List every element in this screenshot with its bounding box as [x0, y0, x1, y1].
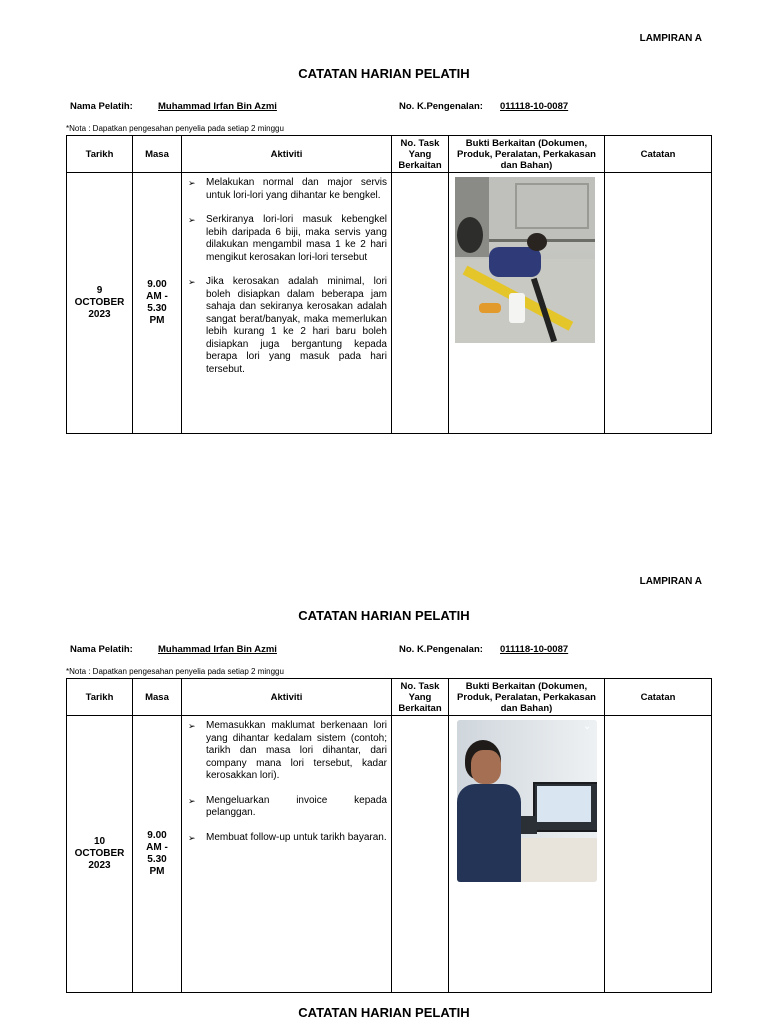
log-table	[66, 678, 712, 993]
header-remarks: Catatan	[605, 136, 712, 173]
row-date	[67, 716, 133, 993]
person-face-shape	[471, 750, 501, 784]
table-row	[67, 716, 712, 993]
list-item	[186, 177, 387, 202]
arrow-bullet-icon: ➢	[188, 795, 196, 806]
row-evidence	[449, 173, 605, 434]
activity-text: Serkiranya lori-lori masuk kebengkel lebih daripada 6 biji, maka servis yang dilakukan mengambil masa 1 ke 2 hari mengikut kerosakan lori-lori tersebut	[206, 214, 387, 263]
row-time-text: 9.00 AM - 5.30 PM	[146, 830, 168, 877]
mechanic-head-shape	[527, 233, 547, 251]
page-title: CATATAN HARIAN PELATIH	[298, 66, 470, 81]
list-item	[186, 276, 387, 376]
header-evidence: Bukti Berkaitan (Dokumen, Produk, Peralatan, Perkakasan dan Bahan)	[449, 136, 605, 173]
row-activities	[182, 173, 392, 434]
person-body-shape	[457, 784, 521, 882]
activity-text: Jika kerosakan adalah minimal, lori boleh disiapkan dalam beberapa jam sahaja dan sekiranya kerosakan adalah sangat berat/banyak, maka memerlukan lebih kurang 1 ke 2 hari baru boleh disiapkan juga bergantung kepada berapa lori yang masuk pada hari tersebut.	[206, 276, 387, 375]
header-evidence: Bukti Berkaitan (Dokumen, Produk, Peralatan, Perkakasan dan Bahan)	[449, 679, 605, 716]
mechanic-shoe-shape	[479, 303, 501, 313]
row-date-text: 10 OCTOBER 2023	[74, 836, 125, 871]
appendix-label: LAMPIRAN A	[639, 33, 702, 44]
trainee-name-label: Nama Pelatih:	[70, 101, 133, 112]
office-photo	[457, 720, 597, 882]
activity-text: Mengeluarkan invoice kepada pelanggan.	[206, 794, 387, 818]
monitor-screen-shape	[537, 786, 591, 822]
row-date-text: 9 OCTOBER 2023	[74, 285, 125, 320]
note-text: *Nota : Dapatkan pengesahan penyelia pada setiap 2 minggu	[66, 667, 284, 676]
row-task	[392, 173, 449, 434]
log-table	[66, 135, 712, 434]
row-time	[133, 716, 182, 993]
activity-text: Membuat follow-up untuk tarikh bayaran.	[206, 831, 387, 843]
truck-wheel-shape	[457, 217, 483, 253]
arrow-bullet-icon: ➢	[188, 721, 196, 731]
list-item	[186, 720, 387, 783]
arrow-bullet-icon: ➢	[188, 277, 196, 287]
arrow-bullet-icon: ➢	[188, 178, 196, 188]
list-item	[186, 214, 387, 264]
header-activity: Aktiviti	[182, 679, 392, 716]
header-row	[67, 679, 712, 716]
header-task: No. Task Yang Berkaitan	[392, 679, 449, 716]
activity-text: Melakukan normal dan major servis untuk lori-lori yang dihantar ke bengkel.	[206, 177, 387, 201]
header-remarks: Catatan	[605, 679, 712, 716]
note-text: *Nota : Dapatkan pengesahan penyelia pada setiap 2 minggu	[66, 124, 284, 133]
chevron-down-icon: ⌄	[583, 721, 592, 732]
header-activity: Aktiviti	[182, 136, 392, 173]
ic-number-label: No. K.Pengenalan:	[399, 101, 483, 112]
header-task: No. Task Yang Berkaitan	[392, 136, 449, 173]
ic-number-value: 011118-10-0087	[500, 101, 569, 112]
header-row	[67, 136, 712, 173]
mechanic-body-shape	[489, 247, 541, 277]
row-evidence	[449, 716, 605, 993]
row-task	[392, 716, 449, 993]
row-time	[133, 173, 182, 434]
row-remarks	[605, 173, 712, 434]
appendix-label: LAMPIRAN A	[639, 576, 702, 587]
header-time: Masa	[133, 136, 182, 173]
ic-number-value: 011118-10-0087	[500, 644, 569, 655]
workshop-photo	[455, 177, 595, 343]
row-date	[67, 173, 133, 434]
trainee-name-label: Nama Pelatih:	[70, 644, 133, 655]
bottle-shape	[509, 293, 525, 323]
row-remarks	[605, 716, 712, 993]
page-title: CATATAN HARIAN PELATIH	[298, 608, 470, 623]
header-date: Tarikh	[67, 679, 133, 716]
truck-panel-shape	[515, 183, 589, 229]
ic-number-label: No. K.Pengenalan:	[399, 644, 483, 655]
arrow-bullet-icon: ➢	[188, 832, 196, 843]
header-date: Tarikh	[67, 136, 133, 173]
header-time: Masa	[133, 679, 182, 716]
table-row	[67, 173, 712, 434]
trainee-name-value: Muhammad Irfan Bin Azmi	[158, 101, 277, 112]
trainee-name-value: Muhammad Irfan Bin Azmi	[158, 644, 277, 655]
list-item	[186, 832, 387, 845]
next-page-title: CATATAN HARIAN PELATIH	[298, 1005, 470, 1020]
row-activities	[182, 716, 392, 993]
arrow-bullet-icon: ➢	[188, 215, 196, 225]
activity-text: Memasukkan maklumat berkenaan lori yang dihantar kedalam sistem (contoh; tarikh dan masa lori dihantar, dari company mana lori tersebut, kadar kerosakkan lori).	[206, 720, 387, 781]
row-time-text: 9.00 AM - 5.30 PM	[146, 279, 168, 326]
list-item	[186, 795, 387, 820]
